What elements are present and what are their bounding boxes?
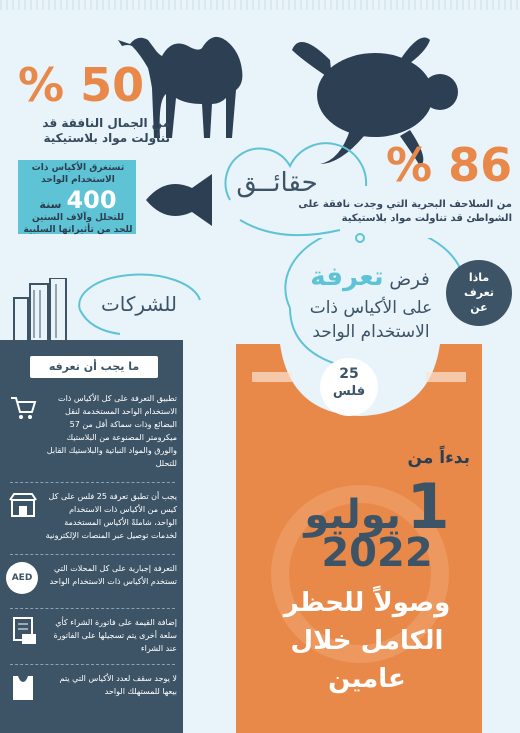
- fee-title-word1: فرض: [389, 269, 430, 290]
- buildings-icon: [10, 278, 80, 342]
- bag-icon: [8, 672, 38, 702]
- bag-line2: الكامل خلال: [290, 626, 444, 656]
- bag-start: بدءاً من: [407, 448, 470, 468]
- bag-line1: وصولاً للحظر: [283, 588, 451, 618]
- bag-fact-unit: سنة: [39, 198, 62, 211]
- turtle-text: من السلاحف البحرية التي وجدت نافقة على الشواطئ قد تناولت مواد بلاستيكية: [298, 199, 512, 224]
- turtle-percent: 86 %: [386, 138, 513, 192]
- companies-item-2-text: يجب أن تطبق تعرفة 25 فلس على كل كيس من الأكياس ذات الاستخدام الواحد، شاملةً الأكياس المستخدمة لخدمات توصيل عبر المنصات الإلكترونية: [45, 492, 177, 540]
- bag-fact-number-value: 400: [66, 186, 117, 214]
- camel-text: من الجمال النافقة قد تناولت مواد بلاستيكية: [42, 116, 170, 145]
- cart-icon: [8, 392, 38, 422]
- bag-fact-top: تستغرق الأكياس ذات الاستخدام الواحد: [31, 163, 125, 185]
- bag-day: 1: [406, 470, 450, 543]
- companies-item-4: [0, 616, 183, 662]
- divider: [10, 664, 175, 665]
- shop-icon: [8, 490, 38, 520]
- fish-icon: [140, 170, 220, 230]
- divider: [10, 554, 175, 555]
- bag-month: يوليو: [304, 492, 401, 538]
- divider: [10, 482, 175, 483]
- divider: [10, 608, 175, 609]
- fee-title-line2: على الأكياس ذات: [309, 298, 433, 318]
- companies-item-4-text: إضافة القيمة على فاتورة الشراء كأي سلعة أخرى يتم تسجيلها على الفاتورة عند الشراء: [53, 618, 177, 653]
- bag-fact-number: [22, 186, 134, 214]
- know-circle-text: ماذا تعرف عن: [464, 271, 494, 314]
- companies-item-5-text: لا يوجد سقف لعدد الأكياس التي يتم بيعها للمستهلك الواحد: [59, 674, 177, 696]
- companies-item-3: [0, 562, 183, 606]
- facts-label: حقائــق: [236, 168, 318, 198]
- what-to-know-badge: ما يجب أن تعرفه: [30, 356, 158, 378]
- companies-item-2: [0, 490, 183, 550]
- companies-item-3-text: التعرفة إجبارية على كل المحلات التي تستخدم الأكياس ذات الاستخدام الواحد: [49, 564, 177, 586]
- receipt-icon: [8, 616, 38, 646]
- companies-item-1: [0, 392, 183, 478]
- fee-title-word2: تعرفة: [310, 262, 384, 292]
- companies-item-1-text: تطبيق التعرفة على كل الأكياس ذات الاستخدام الواحد المستخدمة لنقل البضائع وذات سماكة أقل من 57 ميكرومتر المصنوعة من البلاستيك والورق والمواد النباتية والبلاستيك القابل للتحلل: [46, 394, 177, 468]
- bag-fact-bottom: للتحلل وآلاف السنين للحد من تأثيراتها السلبية: [23, 213, 133, 235]
- top-pattern: [0, 0, 520, 10]
- camel-percent: 50 %: [18, 58, 145, 112]
- fee-title-line3: الاستخدام الواحد: [312, 322, 430, 342]
- fee-title-line1: [290, 262, 450, 292]
- companies-label: للشركات: [100, 292, 178, 316]
- fee-circle-number: 25: [339, 366, 359, 382]
- bag-line3: عامين: [328, 664, 406, 694]
- bag-year: 2022: [321, 530, 433, 576]
- aed-icon-label: AED: [11, 573, 33, 583]
- companies-item-5: [0, 672, 183, 706]
- fee-circle-unit: فلس: [332, 384, 366, 399]
